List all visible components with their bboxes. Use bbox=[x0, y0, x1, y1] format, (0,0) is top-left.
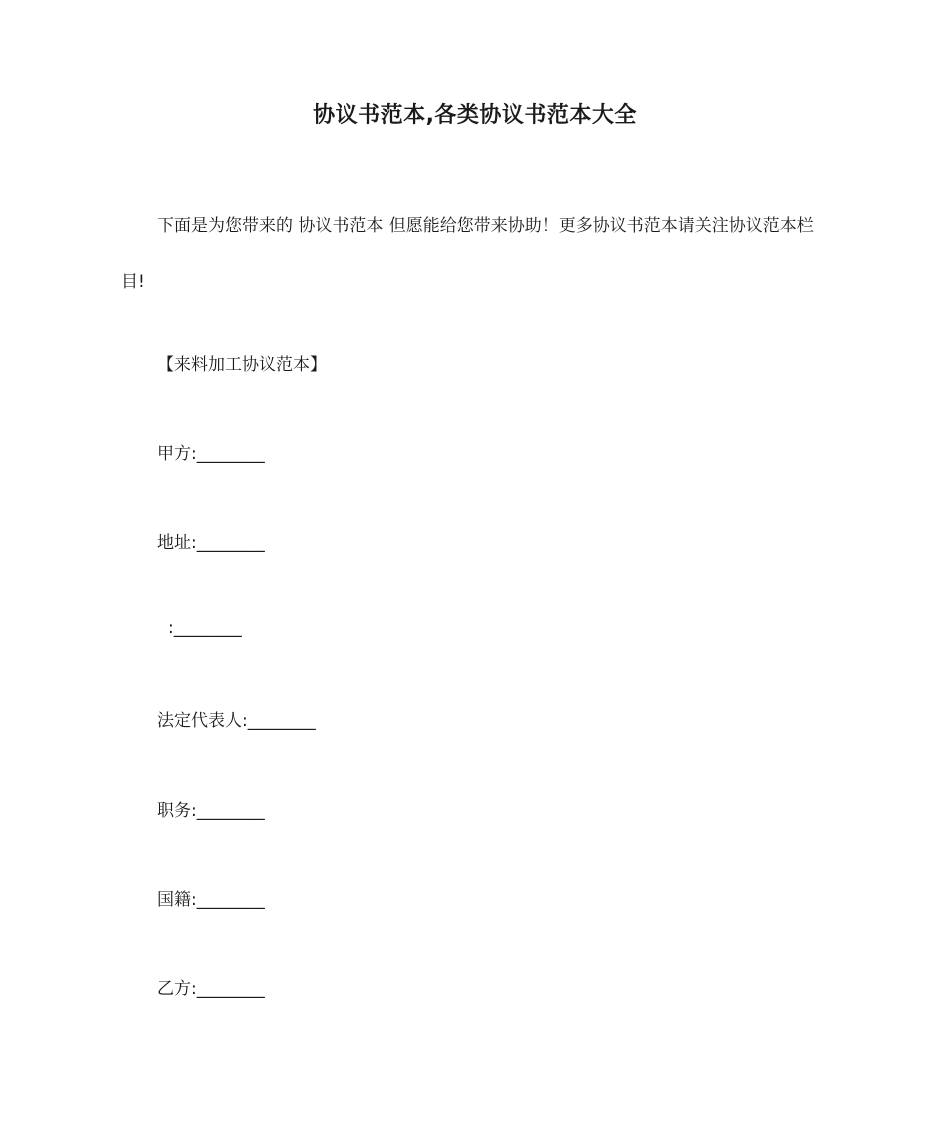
section-heading: 【来料加工协议范本】 bbox=[157, 355, 327, 375]
field-address: 地址:________ bbox=[157, 533, 265, 553]
intro-paragraph: 下面是为您带来的 协议书范本 但愿能给您带来协助！更多协议书范本请关注协议范本栏目! bbox=[121, 216, 814, 292]
field-unlabeled: :________ bbox=[168, 618, 242, 638]
field-position: 职务:________ bbox=[157, 801, 265, 821]
field-legal-representative: 法定代表人:________ bbox=[157, 711, 316, 731]
document-title: 协议书范本,各类协议书范本大全 bbox=[313, 103, 637, 128]
field-nationality: 国籍:________ bbox=[157, 890, 265, 910]
field-party-b: 乙方:________ bbox=[157, 979, 265, 999]
field-party-a: 甲方:________ bbox=[157, 444, 265, 464]
